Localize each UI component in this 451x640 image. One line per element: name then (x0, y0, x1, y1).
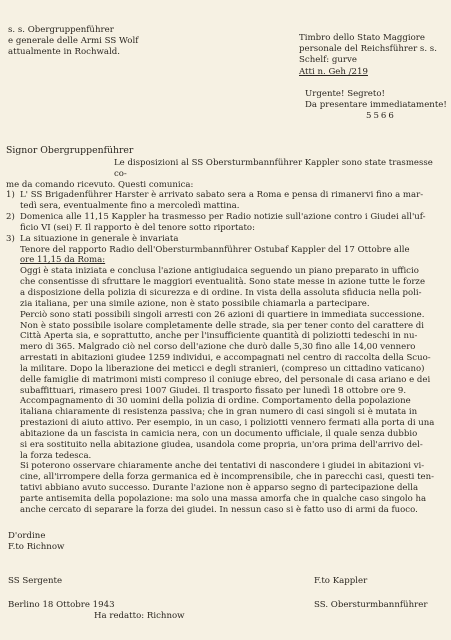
closing-order (8, 531, 64, 553)
sender-line: e generale delle Armi SS Wolf (8, 36, 139, 47)
signature-right: F.to Kappler (314, 576, 368, 586)
item-number: 2) (6, 212, 15, 223)
item-line: La situazione in generale è invariata (20, 233, 179, 244)
report-line: a disposizione della polizia di sicurezza e di ordine. In vista della assoluta sfiducia nella poli- (20, 287, 422, 298)
document-number: 5566 (366, 111, 396, 121)
item-line: L' SS Brigadenführer Harster è arrivato sabato sera a Roma e pensa di rimanervi fino a mar- (20, 190, 424, 201)
urgency-line: Urgente! Segreto! (305, 89, 385, 99)
stamp-line: Timbro dello Stato Maggiore (299, 33, 425, 43)
report-line: Città Aperta sia, e soprattutto, anche per l'insufficiente quantità di poliziotti tedeschi in nu- (20, 331, 418, 342)
stamp-block (299, 33, 437, 78)
intro-line: Le disposizioni al SS Obersturmbannführer Kappler sono state trasmesse co- (114, 157, 433, 179)
report-line: la forza tedesca. (20, 450, 92, 461)
place-date: Berlino 18 Ottobre 1943 (8, 600, 115, 610)
report-line: Accompagnamento di 30 uomini della polizia di ordine. Comportamento della popolazione (20, 396, 411, 407)
item-line: ficio VI (sei) F. Il rapporto è del tenore sotto riportato: (20, 222, 255, 233)
stamp-line: personale del Reichsführer s. s. (299, 44, 437, 55)
report-line: Oggi è stata iniziata e conclusa l'azione antigiudaica seguendo un piano preparato in ufficio (20, 266, 419, 277)
stamp-line: Schelf: gurve (299, 55, 357, 66)
report-line: mero di 365. Malgrado ciò nel corso dell'azione che durò dalle 5,30 fino alle 14,00 vennero (20, 342, 416, 353)
item-number: 1) (6, 190, 15, 201)
order-label: D'ordine (8, 531, 46, 541)
report-line: Non è stato possibile isolare completamente delle strade, sia per tener conto del carattere di (20, 320, 424, 331)
item-number: 3) (6, 233, 15, 244)
salutation: Signor Obergruppenführer (6, 145, 134, 156)
numbered-item (6, 190, 444, 212)
intro-line: me da comando ricevuto. Questi comunica: (6, 179, 194, 190)
numbered-item (6, 234, 444, 245)
report-line: Si poterono osservare chiaramente anche dei tentativi di nascondere i giudei in abitazioni vi- (20, 461, 425, 472)
item-line: Domenica alle 11,15 Kappler ha trasmesso per Radio notizie sull'azione contro i Giudei all'uf- (20, 212, 426, 223)
report-line: che consentisse di sfruttare le maggiori eventualità. Sono state messe in azione tutte le forze (20, 277, 425, 288)
report-line: cine, all'irrompere della forza germanica ed è incomprensibile, che in parecchi casi, questi ten- (20, 472, 434, 483)
report-line: delle famiglie di matrimoni misti compreso il coniuge ebreo, del personale di casa ariano e dei (20, 374, 431, 385)
report-line: abitazione da un fascista in camicia nera, con un documento ufficiale, il quale senza dubbio (20, 428, 418, 439)
report-line: tativi abbiano avuto successo. Durante l'azione non è apparso segno di partecipazione della (20, 483, 419, 494)
report-line: zia italiana, per una simile azione, non è stato possibile chiamarla a partecipare. (20, 298, 370, 309)
report-intro-line: Tenore del rapporto Radio dell'Obersturmbannführer Ostubaf Kappler del 17 Ottobre alle (20, 244, 410, 255)
report-line: Perciò sono stati possibili singoli arresti con 26 azioni di quartiere in immediata successione. (20, 309, 425, 320)
report-section (6, 245, 444, 516)
report-line: subaffittuari, rimasero presi 1007 Giudei. Il trasporto fissato per lunedì 18 ottobre ore 9. (20, 385, 407, 396)
sender-line: s. s. Obergruppenführer (8, 25, 114, 35)
urgency-block (305, 89, 447, 111)
report-line: prestazioni di aiuto attivo. Per esempio, in un caso, i poliziotti vennero fermati alla porta di una (20, 418, 435, 429)
stamp-line: Atti n. Geh /219 (299, 66, 368, 77)
report-line: arrestati in abitazioni giudee 1259 individui, e accompagnati nel centro di raccolta della Scuo- (20, 353, 431, 364)
report-line: parte antisemita della popolazione: ma solo una massa amorfa che in qualche caso singolo ha (20, 494, 427, 504)
item-line: tedì sera, eventualmente fino a mercoledì mattina. (20, 201, 240, 212)
report-line: si era sostituito nella abitazione giudea, usandola come propria, un'ora prima dell'arrivo del- (20, 439, 423, 450)
sender-block (8, 25, 138, 59)
letter-body (6, 146, 444, 516)
sender-line: attualmente in Rochwald. (8, 47, 120, 58)
report-intro-line: ore 11,15 da Roma: (20, 255, 106, 266)
signature-left: F.to Richnow (8, 542, 65, 553)
drafted-by: Ha redatto: Richnow (94, 611, 185, 621)
numbered-item (6, 212, 444, 234)
urgency-line: Da presentare immediatamente! (305, 100, 447, 111)
report-line: la militare. Dopo la liberazione dei meticci e degli stranieri, (compreso un cittadino vaticano) (20, 363, 425, 374)
rank-right: SS. Obersturmbannführer (314, 600, 428, 610)
rank-left: SS Sergente (8, 576, 63, 586)
report-line: italiana chiaramente di resistenza passiva; che in gran numero di casi singoli si è mutata in (20, 407, 418, 418)
report-line: anche cercato di separare la forza dei giudei. In nessun caso si è fatto uso di armi da fuoco. (20, 504, 418, 515)
